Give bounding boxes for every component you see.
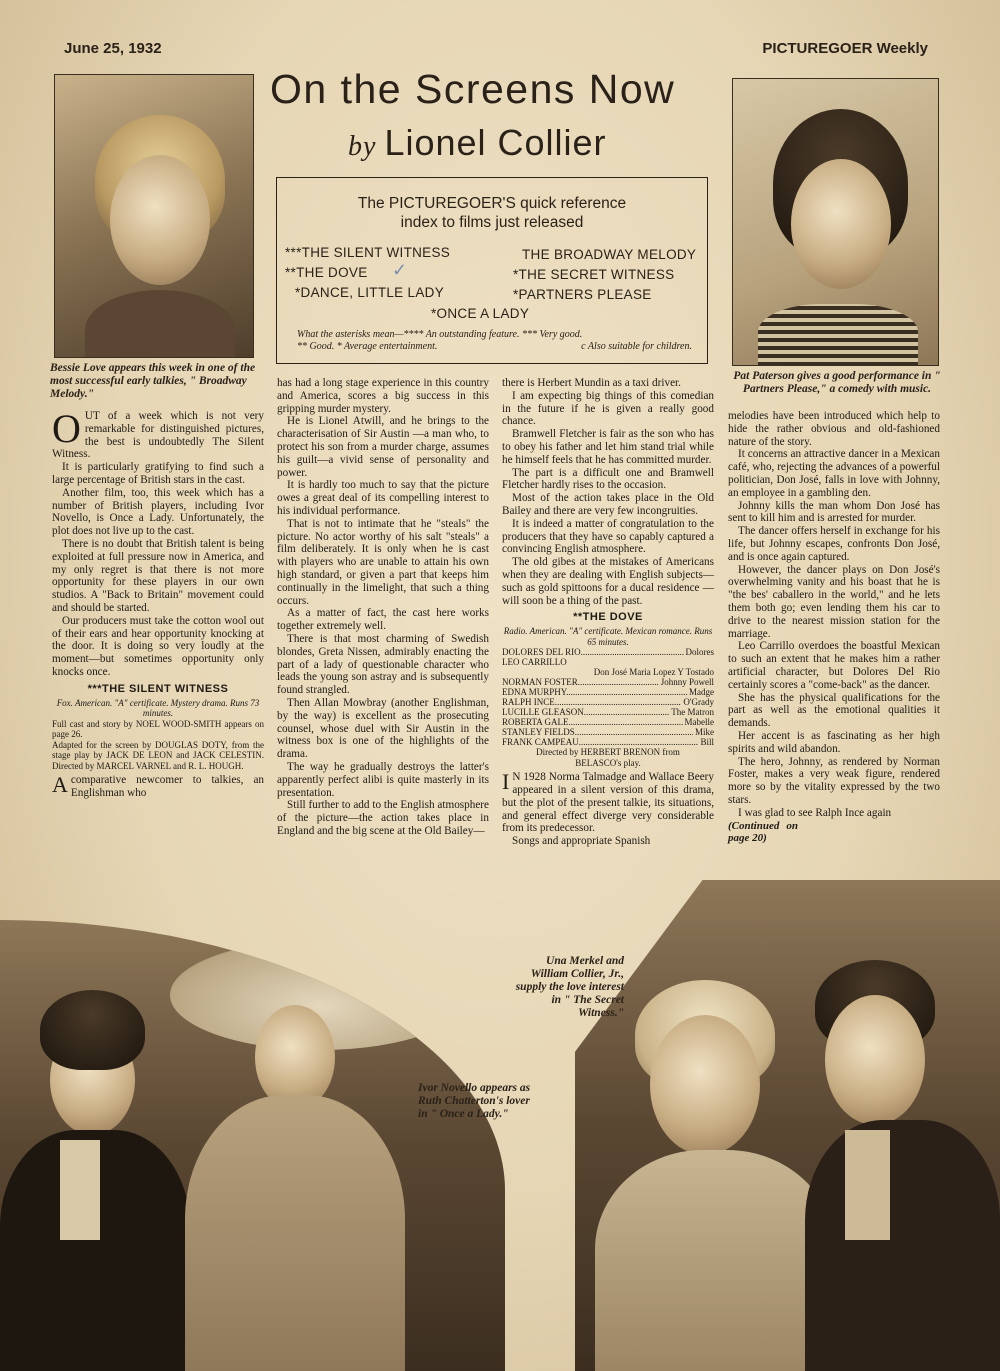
film-credits: Fox. American. "A" certificate. Mystery drama. Runs 73 minutes. bbox=[56, 697, 260, 719]
section-heading-the-dove: **THE DOVE bbox=[573, 611, 643, 624]
film-credits: Radio. American. "A" certificate. Mexican romance. Runs 65 minutes. bbox=[503, 626, 713, 647]
una-merkel-caption: Una Merkel and William Collier, Jr., supply the love interest in " The Secret Witness." bbox=[515, 955, 624, 1019]
pat-paterson-photo bbox=[732, 78, 939, 366]
col4-paragraph: However, the dancer plays on Don José's overwhelming vanity and his boast that he is "the bes' caballero in the world," and he lets them both go; even lending them his car to drive to the nearest mission station for the marriage. bbox=[728, 563, 940, 640]
article-column-4 bbox=[728, 410, 940, 910]
col4-paragraph: It concerns an attractive dancer in a Mexican café, who, rejecting the advances of a powerful politician, Don José, falls in love with Johnny, an employee in a gambling den. bbox=[728, 448, 940, 499]
col2-paragraph: That is not to intimate that he "steals" the picture. No actor worthy of his salt "steals" a film deliberately. It is only when he is cast with players who are unable to attain his own high standard, or given a part that keeps him continually in the limelight, that such a thing occurs. bbox=[277, 517, 489, 607]
col2-paragraph: Then Allan Mowbray (another Englishman, by the way) is excellent as the prosecuting counsel, whose duel with Sir Austin in the witness box is one of the highlights of the drama. bbox=[277, 696, 489, 761]
pat-paterson-caption: Pat Paterson gives a good performance in " Partners Please," a comedy with music. bbox=[733, 370, 941, 395]
col1-paragraph: There is no doubt that British talent is being exploited at full pressure now in America, and my only regret is that there is not more opportunity for these players in our own studios. A "Back to Britain" movement could and should be started. bbox=[52, 537, 264, 614]
col2-paragraph: The way he gradually destroys the latter's apparently perfect alibi is quite masterly in its presentation. bbox=[277, 760, 489, 799]
continued-note: (Continued on page 20) bbox=[728, 819, 798, 844]
director-credit: Directed by HERBERT BRENON from BELASCO's play. bbox=[536, 747, 680, 768]
article-column-2 bbox=[277, 377, 489, 937]
checkmark-icon: ✓ bbox=[392, 260, 408, 280]
col1-paragraph: comparative newcomer to talkies, an Englishman who bbox=[70, 774, 264, 799]
col4-paragraph: She has the physical qualifications for the part as well as the emotional qualities it demands. bbox=[728, 691, 940, 730]
col3-paragraph: The old gibes at the mistakes of Americans when they are dealing with English subjects—such as gold spittoons for a ducal residence —will soon be a thing of the past. bbox=[502, 556, 714, 607]
author-name: Lionel Collier bbox=[384, 122, 607, 163]
col4-paragraph: The dancer offers herself in exchange for his life, but Johnny escapes, confronts Don José, and is once again captured. bbox=[728, 525, 940, 563]
film-the-dove: **THE DOVE bbox=[285, 265, 368, 280]
col1-paragraph: Our producers must take the cotton wool out of their ears and hear opportunity knocking at the door. It is doing so very loudly at the moment—but sometimes opportunity only knocks once. bbox=[52, 614, 264, 678]
issue-date: June 25, 1932 bbox=[64, 40, 162, 57]
film-secret-witness: *THE SECRET WITNESS bbox=[513, 267, 675, 282]
adaptation-credits: Adapted for the screen by DOUGLAS DOTY, from the stage play by JACK DE LEON and JACK CELESTIN. Directed by MARCEL VARNEL and R. L. HOUGH. bbox=[52, 739, 264, 771]
asterisk-legend bbox=[297, 329, 692, 353]
col3-paragraph: Songs and appropriate Spanish bbox=[512, 835, 651, 848]
col4-paragraph: Her accent is as fascinating as her high spirits and wild abandon. bbox=[728, 729, 940, 755]
cast-row: LEO CARRILLO bbox=[502, 657, 567, 668]
ivor-novello-caption: Ivor Novello appears as Ruth Chatterton's lover in " Once a Lady." bbox=[418, 1082, 531, 1120]
cast-row: FRANK CAMPEAU ..... Bill bbox=[502, 737, 714, 747]
legend-line2: ** Good. * Average entertainment. bbox=[297, 341, 438, 352]
col3-paragraph: Most of the action takes place in the Old Bailey and there are very few incongruities. bbox=[502, 492, 714, 517]
article-column-3 bbox=[502, 377, 714, 937]
index-heading bbox=[277, 194, 707, 232]
bessie-love-caption: Bessie Love appears this week in one of the most successful early talkies, " Broadway Melody." bbox=[50, 362, 256, 400]
legend-line3: c Also suitable for children. bbox=[581, 341, 692, 352]
bessie-love-photo bbox=[54, 74, 254, 358]
quick-reference-index bbox=[276, 177, 708, 364]
film-dance-little-lady: *DANCE, LITTLE LADY bbox=[295, 285, 444, 300]
col1-paragraph: It is particularly gratifying to find such a large percentage of British stars in the cast. bbox=[52, 461, 264, 486]
cast-row: EDNA MURPHY ..... Madge bbox=[502, 687, 714, 697]
cast-row: ROBERTA GALE ..... Mabelle bbox=[502, 717, 714, 727]
col4-paragraph: The hero, Johnny, as rendered by Norman Foster, makes a very weak figure, rendered more so by the vitality expressed by the two stars. bbox=[728, 755, 940, 806]
col2-paragraph: has had a long stage experience in this country and America, scores a big success in this gripping murder mystery. bbox=[277, 377, 489, 415]
article-title: On the Screens Now bbox=[270, 66, 676, 112]
col3-paragraph: The part is a difficult one and Bramwell Fletcher hardly rises to the occasion. bbox=[502, 466, 714, 492]
drop-cap-a: A bbox=[52, 772, 68, 798]
col4-paragraph: I was glad to see Ralph Ince again bbox=[738, 806, 892, 819]
col4-paragraph: Johnny kills the man whom Don José has sent to kill him and is arrested for murder. bbox=[728, 499, 940, 525]
cast-note: Full cast and story by NOEL WOOD-SMITH appears on page 26. bbox=[52, 718, 264, 740]
legend-line1: What the asterisks mean—**** An outstanding feature. *** Very good. bbox=[297, 329, 583, 340]
col2-paragraph: It is hardly too much to say that the picture owes a great deal of its compelling interest to his individual performance. bbox=[277, 479, 489, 517]
secret-witness-still bbox=[575, 880, 1000, 1371]
article-column-1 bbox=[52, 406, 264, 880]
col1-paragraph: Another film, too, this week which has a number of British players, including Ivor Novello, is Once a Lady. Unfortunately, the plot does not live up to the cast. bbox=[52, 486, 264, 538]
col3-paragraph: there is Herbert Mundin as a taxi driver. bbox=[502, 377, 681, 389]
drop-cap-o: O bbox=[52, 406, 81, 451]
film-silent-witness: ***THE SILENT WITNESS bbox=[285, 245, 451, 260]
magazine-name: PICTUREGOER Weekly bbox=[762, 40, 928, 57]
section-heading-silent-witness: ***THE SILENT WITNESS bbox=[87, 682, 229, 695]
cast-row: LUCILLE GLEASON ..... The Matron bbox=[502, 707, 714, 717]
col3-paragraph: It is indeed a matter of congratulation to the producers that they have so capably captured a convincing English atmosphere. bbox=[502, 517, 714, 556]
once-a-lady-still bbox=[0, 920, 505, 1371]
col2-paragraph: There is that most charming of Swedish blondes, Greta Nissen, admirably enacting the part of a lady of questionable character who leads the young son astray and is subsequently found strangled. bbox=[277, 632, 489, 697]
col2-paragraph: Still further to add to the English atmosphere of the picture—the action takes place in England and the big scene at the Old Bailey— bbox=[277, 799, 489, 837]
col3-paragraph: I am expecting big things of this comedian in the future if he is given a really good chance. bbox=[502, 389, 714, 428]
cast-row: STANLEY FIELDS ..... Mike bbox=[502, 727, 714, 737]
cast-list bbox=[502, 647, 714, 747]
col1-paragraph: UT of a week which is not very remarkable for distinguished pictures, the best is undoubtedly The Silent Witness. bbox=[52, 410, 264, 461]
col2-paragraph: As a matter of fact, the cast here works together extremely well. bbox=[277, 607, 489, 633]
cast-row: Don José Maria Lopez Y Tostado bbox=[593, 667, 714, 678]
cast-row: DOLORES DEL RIO ..... Dolores bbox=[502, 647, 714, 657]
drop-cap-i: I bbox=[502, 769, 510, 795]
film-partners-please: *PARTNERS PLEASE bbox=[513, 287, 652, 302]
col4-paragraph: Leo Carrillo overdoes the boastful Mexican to such an extent that he makes him a rather artificial character, but Dolores Del Rio certainly scores a "come-back" as the dancer. bbox=[728, 640, 940, 691]
index-heading-line2: index to films just released bbox=[400, 214, 584, 231]
col3-paragraph: Bramwell Fletcher is fair as the son who has to obey his father and let him stand trial while he himself feels that he has committed murder. bbox=[502, 428, 714, 466]
film-once-a-lady: *ONCE A LADY bbox=[431, 306, 530, 321]
cast-row: NORMAN FOSTER ..... Johnny Powell bbox=[502, 677, 714, 687]
col3-paragraph: N 1928 Norma Talmadge and Wallace Beery appeared in a silent version of this drama, but the plot of the present talkie, its situations, and general effect diverge very considerable from its predecessor. bbox=[502, 771, 714, 835]
cast-row: RALPH INCE ..... O'Grady bbox=[502, 697, 714, 707]
col2-paragraph: He is Lionel Atwill, and he brings to the characterisation of Sir Austin —a man who, to protect his son from a murder charge, assumes his guilt—a vivid sense of personality and power. bbox=[277, 415, 489, 479]
index-heading-line1: The PICTUREGOER'S quick reference bbox=[357, 195, 627, 212]
article-byline bbox=[348, 122, 607, 164]
film-broadway-melody: THE BROADWAY MELODY bbox=[522, 247, 697, 262]
col4-paragraph: melodies have been introduced which help to hide the rather obvious and old-fashioned nature of the story. bbox=[728, 410, 940, 448]
byline-by: by bbox=[348, 131, 377, 162]
